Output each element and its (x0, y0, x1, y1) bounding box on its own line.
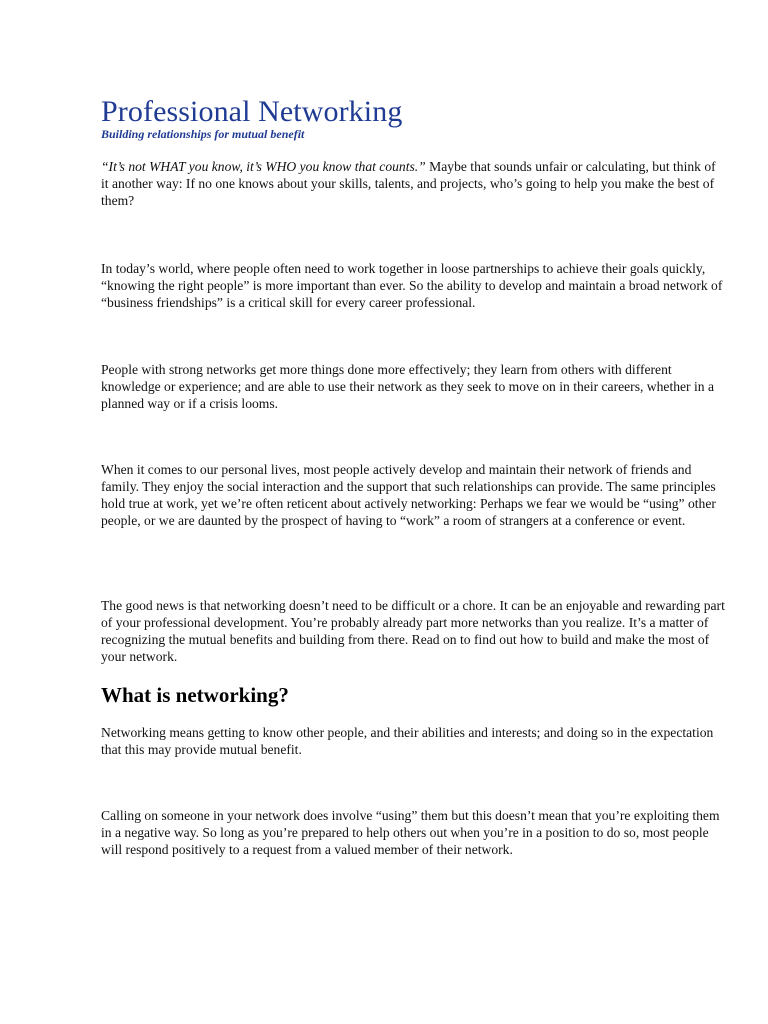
intro-quote: “It’s not WHAT you know, it’s WHO you know that counts.” (101, 159, 426, 174)
body-paragraph: When it comes to our personal lives, most people actively develop and maintain their network of friends and family. They enjoy the social interaction and the support that such relationships can provide. The same principles hold true at work, yet we’re often reticent about actively networking: Perhaps we fear we would be “using” other people, or we are daunted by the prospect of having to “work” a room of strangers at a conference or event. (101, 462, 716, 528)
intro-paragraph (101, 158, 725, 209)
section-paragraph: Calling on someone in your network does involve “using” them but this doesn’t mean that you’re exploiting them in a negative way. So long as you’re prepared to help others out when you’re in a position to do so, most people will respond positively to a request from a valued member of their network. (101, 808, 720, 857)
body-paragraph: People with strong networks get more things done more effectively; they learn from others with different knowledge or experience; and are able to use their network as they seek to move on in their careers, whether in a planned way or if a crisis looms. (101, 362, 714, 411)
intro-text: Maybe that sounds unfair or calculating, but think of it another way: If no one knows about your skills, talents, and projects, who’s going to help you make the best of them? (101, 159, 716, 208)
document-title: Professional Networking (101, 95, 403, 128)
body-paragraph: In today’s world, where people often need to work together in loose partnerships to achieve their goals quickly, “knowing the right people” is more important than ever. So the ability to develop and maintain a broad network of “business friendships” is a critical skill for every career professional. (101, 261, 723, 310)
body-paragraph: The good news is that networking doesn’t need to be difficult or a chore. It can be an enjoyable and rewarding part of your professional development. You’re probably already part more networks than you realize. It’s a matter of recognizing the mutual benefits and building from there. Read on to find out how to build and make the most of your network. (101, 598, 725, 664)
document-subtitle: Building relationships for mutual benefit (101, 127, 305, 141)
section-heading: What is networking? (101, 683, 289, 707)
section-paragraph: Networking means getting to know other people, and their abilities and interests; and doing so in the expectation that this may provide mutual benefit. (101, 725, 714, 757)
